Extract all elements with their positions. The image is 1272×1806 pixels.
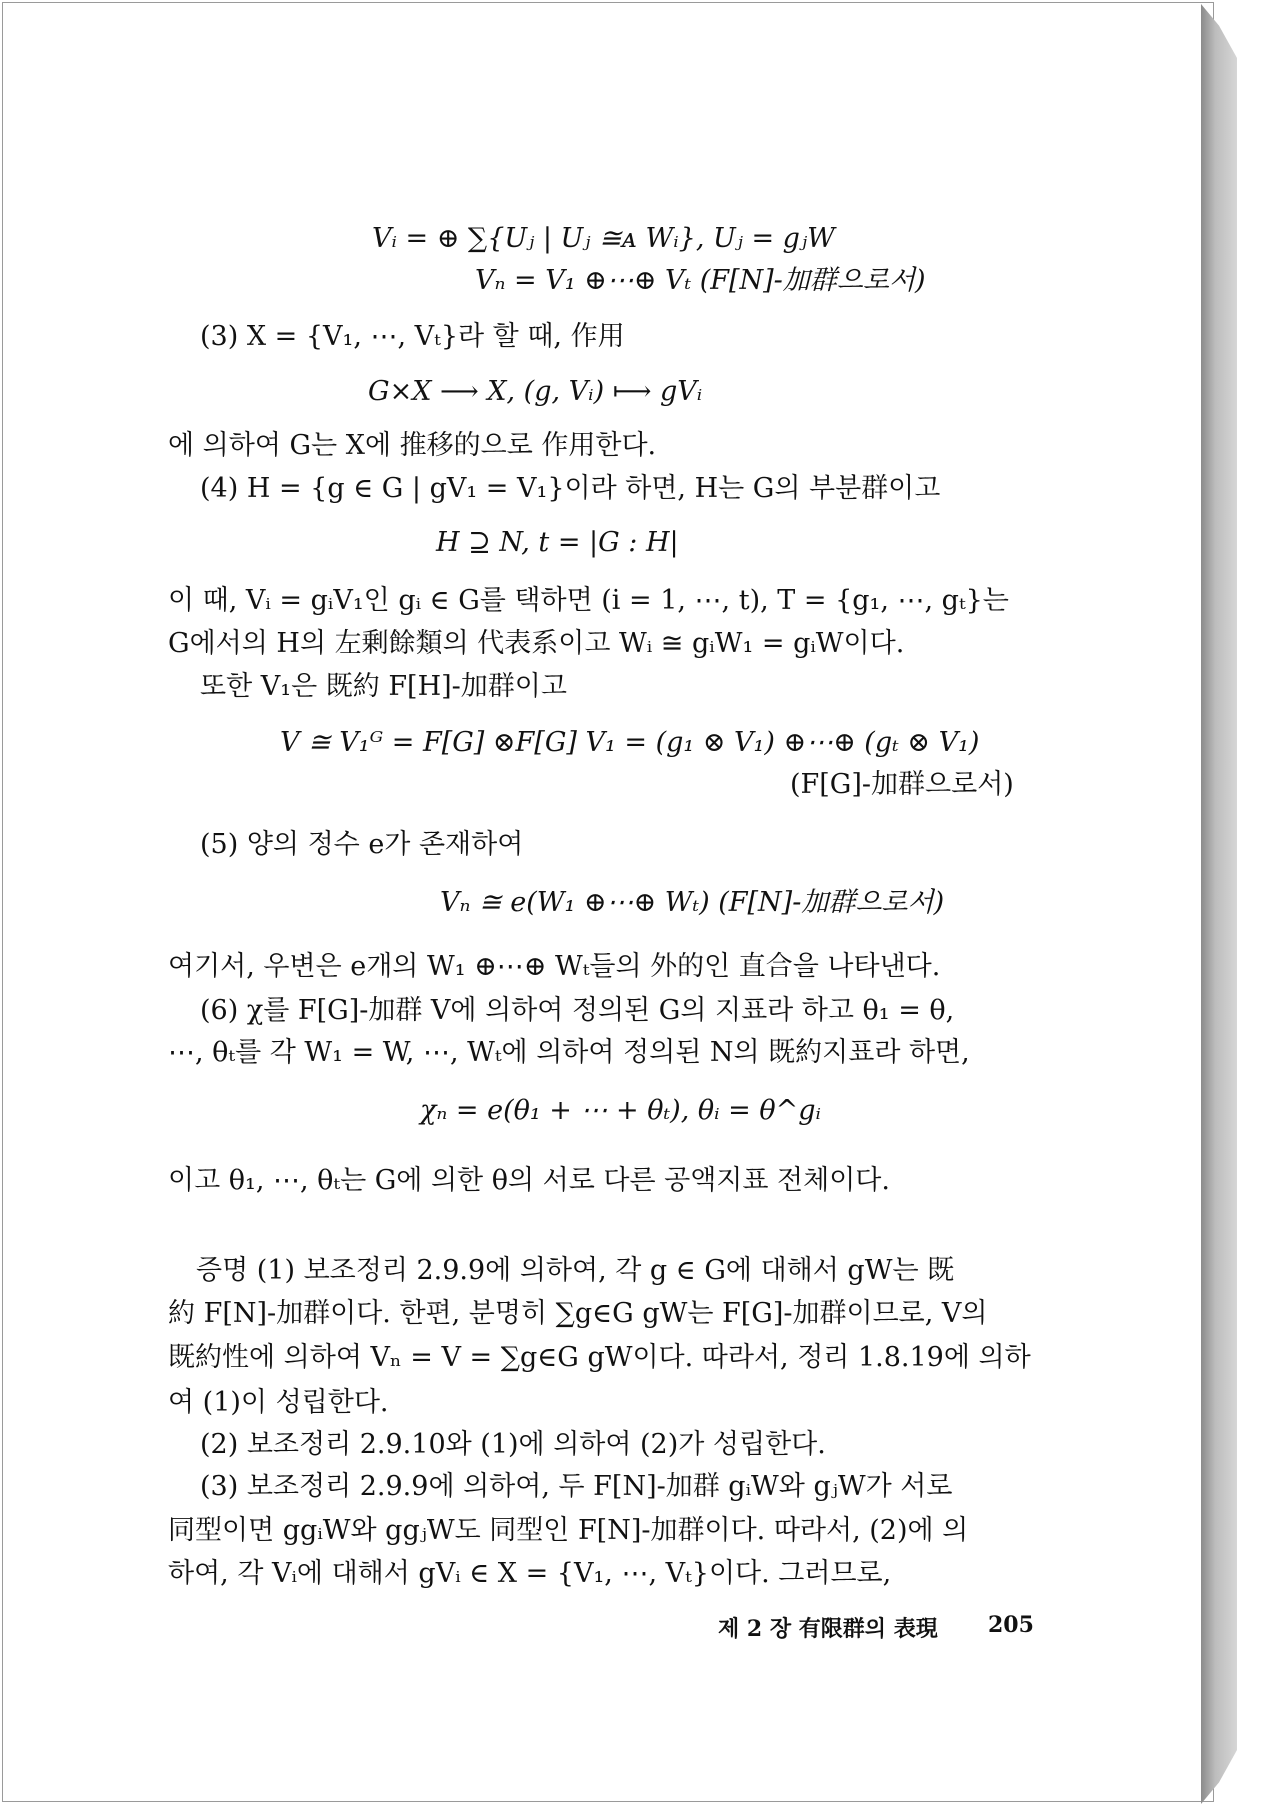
- equation-vn-direct-sum: Vₙ = V₁ ⊕⋯⊕ Vₜ (F[N]-加群으로서): [475, 265, 926, 296]
- text-proof-3: 既約性에 의하여 Vₙ = V = ∑g∈G gW이다. 따라서, 정리 1.8.19에 의하: [168, 1342, 1031, 1373]
- text-proof-item-2: (2) 보조정리 2.9.10와 (1)에 의하여 (2)가 성립한다.: [200, 1429, 826, 1460]
- text-proof-item-3-cont: 同型이면 ggᵢW와 ggⱼW도 同型인 F[N]-加群이다. 따라서, (2)에 의: [168, 1515, 969, 1546]
- text-direct-sum-meaning: 여기서, 우변은 e개의 W₁ ⊕⋯⊕ Wₜ들의 外的인 直合을 나타낸다.: [168, 951, 941, 982]
- text-coset-representatives-2: G에서의 H의 左剰餘類의 代表系이고 Wᵢ ≅ gᵢW₁ = gᵢW이다.: [168, 628, 905, 659]
- text-proof-item-3: (3) 보조정리 2.9.9에 의하여, 두 F[N]-加群 gᵢW와 gⱼW가 서로: [200, 1471, 953, 1502]
- text-conjugate-characters: 이고 θ₁, ⋯, θₜ는 G에 의한 θ의 서로 다른 공액지표 전체이다.: [168, 1165, 890, 1196]
- text-item-5: (5) 양의 정수 e가 존재하여: [200, 829, 524, 860]
- text-item-4: (4) H = {g ∈ G | gV₁ = V₁}이라 하면, H는 G의 부분群이고: [200, 473, 941, 504]
- equation-h-index: H ⊇ N, t = |G : H|: [436, 527, 679, 558]
- text-proof-item-3-end: 하여, 각 Vᵢ에 대해서 gVᵢ ∈ X = {V₁, ⋯, Vₜ}이다. 그러므로,: [168, 1558, 892, 1589]
- text-item-3: (3) X = {V₁, ⋯, Vₜ}라 할 때, 作用: [200, 321, 625, 352]
- page-edge-shadow: [1201, 4, 1237, 1804]
- text-proof-1: 증명 (1) 보조정리 2.9.9에 의하여, 각 g ∈ G에 대해서 gW는 既: [196, 1255, 955, 1286]
- text-proof-2: 約 F[N]-加群이다. 한편, 분명히 ∑g∈G gW는 F[G]-加群이므로, V의: [168, 1298, 988, 1329]
- equation-induced-module: V ≅ V₁ᴳ = F[G] ⊗F[G] V₁ = (g₁ ⊗ V₁) ⊕⋯⊕ (gₜ ⊗ V₁): [280, 727, 980, 758]
- footer-chapter-title: 제 2 장 有限群의 表現: [718, 1616, 938, 1642]
- equation-character-restriction: χₙ = e(θ₁ + ⋯ + θₜ), θᵢ = θ^gᵢ: [420, 1095, 821, 1126]
- text-proof-4: 여 (1)이 성립한다.: [168, 1387, 389, 1418]
- text-item-6: (6) χ를 F[G]-加群 V에 의하여 정의된 G의 지표라 하고 θ₁ = θ,: [200, 995, 955, 1026]
- equation-action-map: G×X ⟶ X, (g, Vᵢ) ⟼ gVᵢ: [368, 376, 703, 407]
- text-v1-irreducible: 또한 V₁은 既約 F[H]-加群이고: [200, 671, 567, 702]
- equation-vn-multiplicity: Vₙ ≅ e(W₁ ⊕⋯⊕ Wₜ) (F[N]-加群으로서): [440, 887, 945, 918]
- page-number: 205: [988, 1612, 1034, 1638]
- text-coset-representatives-1: 이 때, Vᵢ = gᵢV₁인 gᵢ ∈ G를 택하면 (i = 1, ⋯, t), T = {g₁, ⋯, gₜ}는: [168, 585, 1009, 616]
- equation-label-fg-module: (F[G]-加群으로서): [790, 769, 1014, 800]
- text-transitive-action: 에 의하여 G는 X에 推移的으로 作用한다.: [168, 430, 657, 461]
- text-irreducible-characters: ⋯, θₜ를 각 W₁ = W, ⋯, Wₜ에 의하여 정의된 N의 既約지표라 하면,: [168, 1037, 970, 1068]
- equation-vi-sum: Vᵢ = ⊕ ∑{Uⱼ | Uⱼ ≅ᴀ Wᵢ}, Uⱼ = gⱼW: [372, 223, 835, 254]
